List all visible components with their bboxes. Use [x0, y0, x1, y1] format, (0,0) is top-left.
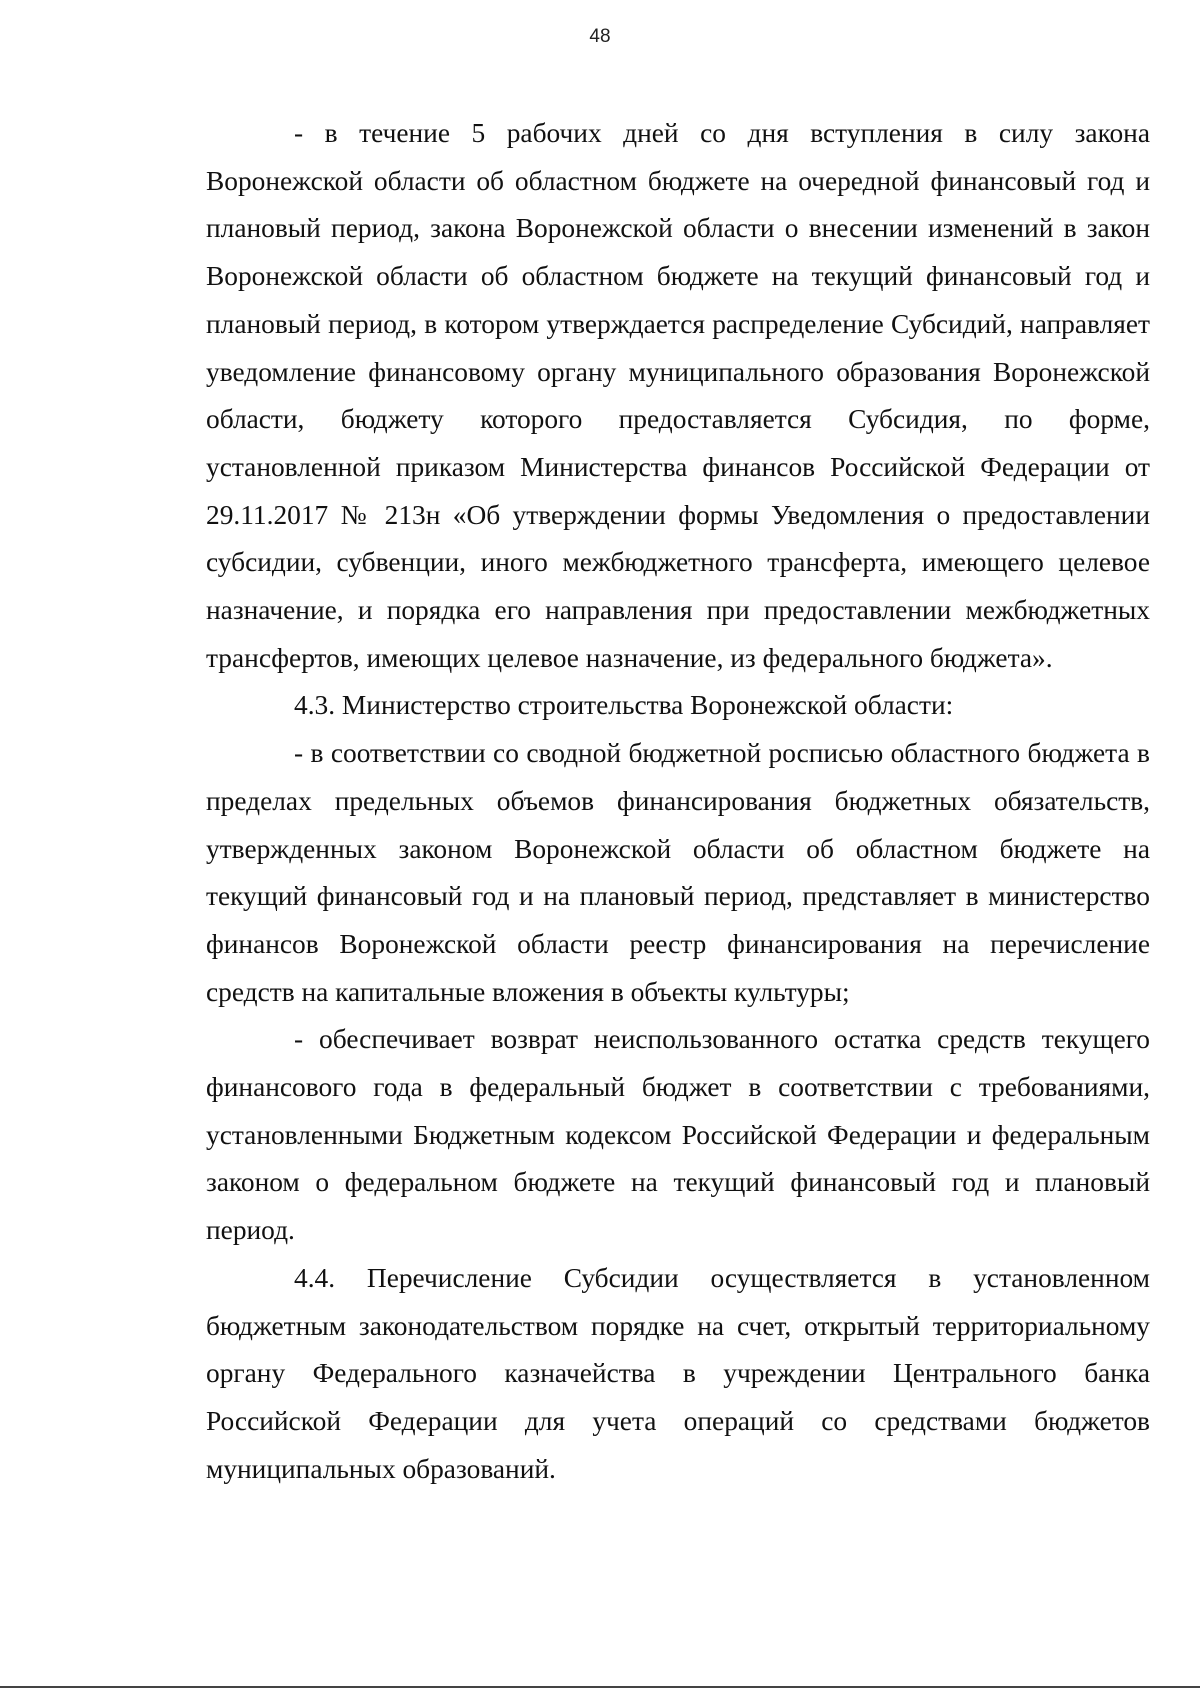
paragraph-notification-duty: - в течение 5 рабочих дней со дня вступления в силу закона Воронежской области об областном бюджете на очередной финансовый год и плановый период, закона Воронежской области о внесении изменений в закон Воронежской области об областном бюджете на текущий финансовый год и плановый период, в котором утверждается распределение Субсидий, направляет уведомление финансовому органу муниципального образования Воронежской области, бюджету которого предоставляется Субсидия, по форме, установленной приказом Министерства финансов Российской Федерации от 29.11.2017 № 213н «Об утверждении формы Уведомления о предоставлении субсидии, субвенции, иного межбюджетного трансферта, имеющего целевое назначение, и порядка его направления при предоставлении межбюджетных трансфертов, имеющих целевое назначение, из федерального бюджета». — [206, 118, 1150, 673]
paragraph-return-balance: - обеспечивает возврат неиспользованного остатка средств текущего финансового года в федеральный бюджет в соответствии с требованиями, установленными Бюджетным кодексом Российской Федерации и федеральным законом о федеральном бюджете на текущий финансовый год и плановый период. — [206, 1024, 1150, 1246]
paragraph-financing-registry: - в соответствии со сводной бюджетной росписью областного бюджета в пределах предельных объемов финансирования бюджетных обязательств, утвержденных законом Воронежской области об областном бюджете на текущий финансовый год и на плановый период, представляет в министерство финансов Воронежской области реестр финансирования на перечисление средств на капитальные вложения в объекты культуры; — [206, 738, 1150, 1007]
paragraph-section-4-3: 4.3. Министерство строительства Воронежской области: — [294, 690, 954, 721]
page-number: 48 — [589, 26, 611, 47]
document-body — [206, 110, 1150, 1493]
bottom-border-line — [0, 1686, 1200, 1688]
paragraph-section-4-4: 4.4. Перечисление Субсидии осуществляется в установленном бюджетным законодательством порядке на счет, открытый территориальному органу Федерального казначейства в учреждении Центрального банка Российской Федерации для учета операций со средствами бюджетов муниципальных образований. — [206, 1262, 1150, 1484]
